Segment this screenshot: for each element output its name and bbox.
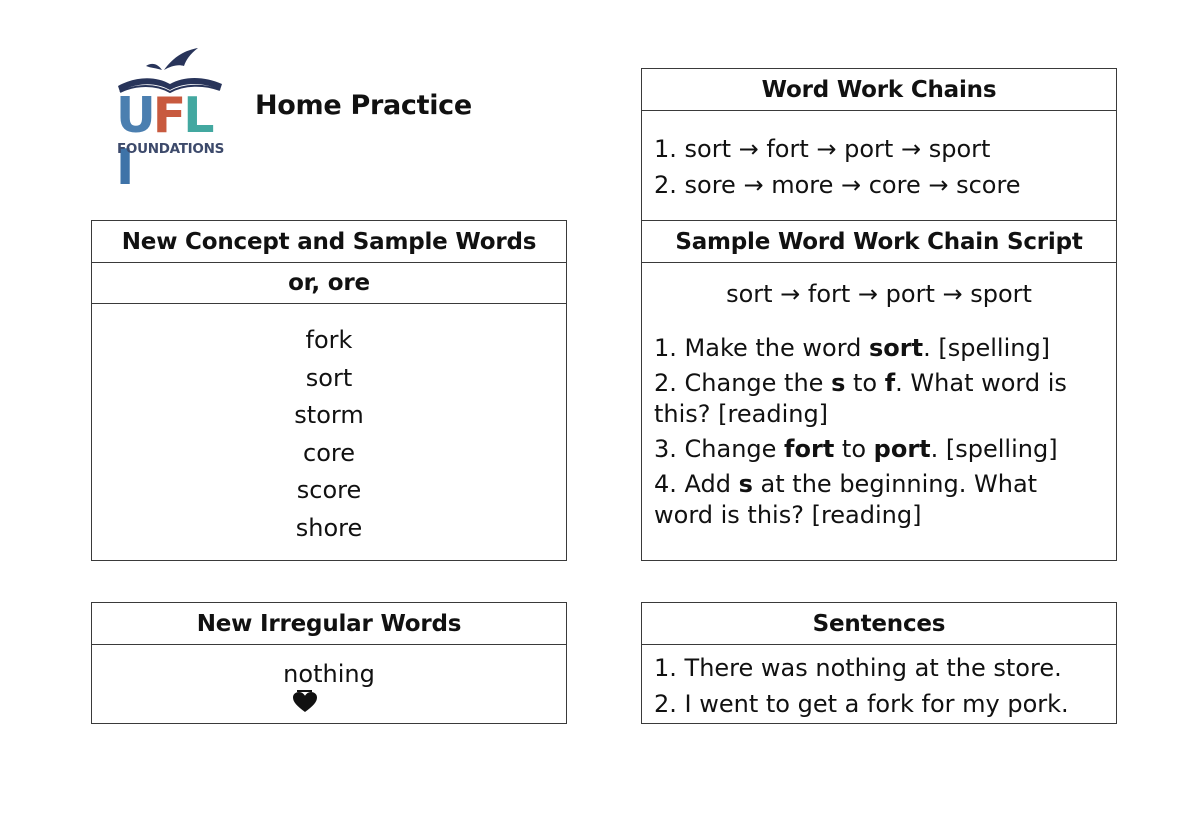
page-title: Home Practice (255, 90, 472, 121)
step-text: 4. Add (654, 470, 739, 498)
step-text: . What word is this? [reading] (654, 369, 1067, 428)
sentence-item: 2. I went to get a fork for my pork. (654, 690, 1069, 718)
step-text: 3. Change (654, 435, 785, 463)
chains-box (641, 68, 1117, 222)
irregular-word-end: thing (313, 660, 375, 688)
step-bold-word: port (873, 435, 931, 463)
irregular-word-marked: o (298, 660, 314, 688)
logo-letter-i: I (116, 139, 132, 196)
script-header: Sample Word Work Chain Script (642, 221, 1116, 263)
sample-word-list (92, 304, 566, 547)
script-steps (642, 310, 1116, 531)
sample-word: shore (295, 513, 363, 542)
step-text: . [spelling] (923, 334, 1051, 362)
ufli-logo (116, 46, 226, 196)
step-bold-word: s (831, 369, 846, 397)
sample-word: storm (294, 401, 364, 429)
step-text: . [spelling] (930, 435, 1058, 463)
chains-header: Word Work Chains (642, 69, 1116, 111)
concept-header: New Concept and Sample Words (92, 221, 566, 263)
chains-list (642, 111, 1116, 203)
sentences-header: Sentences (642, 603, 1116, 645)
script-box (641, 220, 1117, 561)
sample-word: score (296, 476, 362, 504)
chain-item: 2. sore → more → core → score (654, 171, 1021, 199)
chain-item: 1. sort → fort → port → sport (654, 135, 991, 163)
step-text: to (834, 435, 874, 463)
step-text: 1. Make the word (654, 334, 870, 362)
sentence-item: 1. There was nothing at the store. (654, 654, 1062, 682)
sample-word: sort (305, 363, 353, 392)
concept-box (91, 220, 567, 561)
step-bold-word: f (884, 369, 896, 397)
logo-letter-l: L (183, 87, 212, 144)
sample-word: core (303, 438, 355, 467)
step-text: to (845, 369, 885, 397)
step-bold-word: fort (784, 435, 835, 463)
logo-letter-f: F (152, 87, 184, 144)
script-step (654, 333, 1076, 364)
concept-subheader: or, ore (92, 263, 566, 304)
step-text: 2. Change the (654, 369, 832, 397)
sentences-list (642, 645, 1116, 722)
step-bold-word: s (738, 470, 753, 498)
sample-word: fork (305, 326, 353, 354)
script-chain: sort → fort → port → sport (726, 280, 1032, 308)
irregular-box (91, 602, 567, 724)
irregular-word (283, 660, 375, 688)
script-step (654, 368, 1076, 430)
irregular-word-start: n (283, 660, 299, 688)
step-bold-word: sort (869, 334, 924, 362)
script-step (654, 469, 1076, 531)
irregular-word-area (92, 645, 566, 688)
logo-letter-u: U (116, 87, 153, 144)
heart-icon (292, 691, 318, 713)
sentences-box (641, 602, 1117, 724)
irregular-header: New Irregular Words (92, 603, 566, 645)
step-text: at the beginning. What word is this? [reading] (654, 470, 1038, 529)
script-step (654, 434, 1076, 465)
logo-subtitle: FOUNDATIONS (117, 141, 224, 157)
